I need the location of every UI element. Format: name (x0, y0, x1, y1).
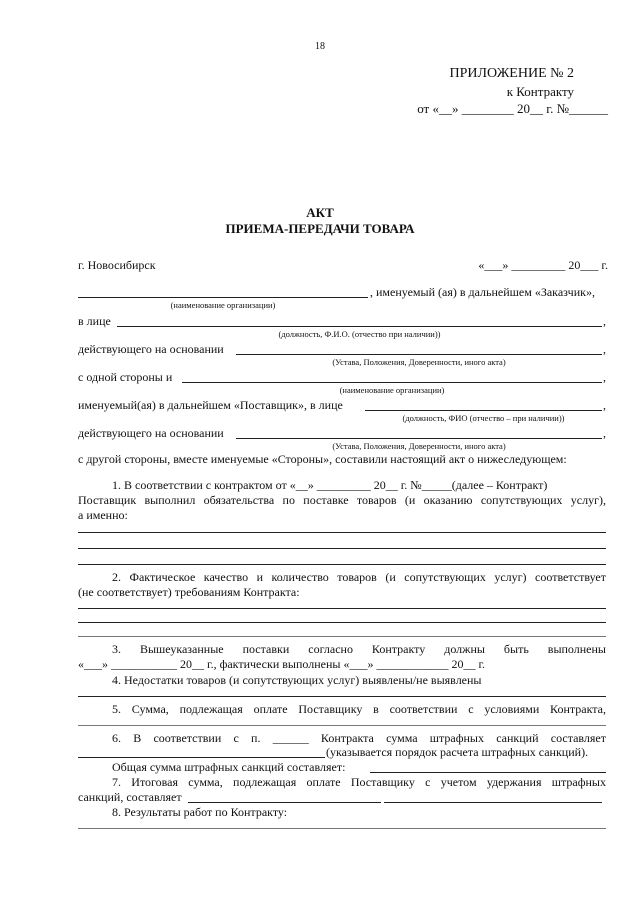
item-3-line-2: «___» ___________ 20__ г., фактически выполнены «___» ____________ 20__ г. (78, 657, 486, 671)
item-1-blank-1 (78, 532, 606, 533)
item-6-line-2: (указывается порядок расчета штрафных санкций). (326, 745, 589, 759)
acting-basis-label-2: действующего на основании (78, 426, 224, 440)
item-1-blank-2 (78, 548, 606, 549)
customer-named-label: , именуемый (ая) в дальнейшем «Заказчик», (370, 285, 595, 299)
supplier-person-line (365, 410, 602, 411)
item-8: 8. Результаты работ по Контракту: (112, 805, 288, 819)
customer-person-line (117, 326, 602, 327)
comma-4: , (603, 398, 606, 412)
hint-charter-1: (Устава, Положения, Доверенности, иного акта) (332, 357, 506, 367)
page-number: 18 (315, 41, 325, 52)
one-side-label: с одной стороны и (78, 370, 173, 384)
item-1-line-1: 1. В соответствии с контрактом от «__» _________ 20__ г. №_____(далее – Контракт) (112, 478, 548, 492)
customer-basis-line (236, 354, 602, 355)
appendix-title: ПРИЛОЖЕНИЕ № 2 (449, 66, 574, 81)
item-3-line-1: 3. Вышеуказанные поставки согласно Контракту должны быть выполнены (112, 642, 606, 656)
comma-3: , (603, 370, 606, 384)
item-5-blank (78, 725, 606, 726)
comma-2: , (603, 342, 606, 356)
city: г. Новосибирск (78, 258, 156, 272)
act-subtitle: ПРИЕМА-ПЕРЕДАЧИ ТОВАРА (225, 221, 415, 236)
hint-charter-2: (Устава, Положения, Доверенности, иного акта) (332, 441, 506, 451)
item-7-sum-line-2 (384, 802, 602, 803)
item-4: 4. Недостатки товаров (и сопутствующих услуг) выявлены/не выявлены (112, 673, 482, 687)
item-8-blank (78, 828, 606, 829)
supplier-basis-line (236, 438, 602, 439)
hint-position-2: (должность, ФИО (отчество – при наличии)) (402, 413, 565, 423)
appendix-to-contract: к Контракту (506, 84, 574, 99)
hint-org-1: (наименование организации) (170, 300, 276, 310)
supplier-named-label: именуемый(ая) в дальнейшем «Поставщик», в лице (78, 398, 343, 412)
in-person-label: в лице (78, 314, 111, 328)
item-7-line-1: 7. Итоговая сумма, подлежащая оплате Поставщику с учетом удержания штрафных (112, 775, 606, 789)
item-4-blank (78, 696, 606, 697)
item-6-line-3: Общая сумма штрафных санкций составляет: (112, 760, 346, 774)
item-2-blank-3 (78, 636, 606, 637)
comma-5: , (603, 426, 606, 440)
item-1-line-2: Поставщик выполнил обязательства по поставке товаров (и оказанию сопутствующих услуг), (78, 493, 606, 507)
hint-org-2: (наименование организации) (339, 385, 445, 395)
item-1-blank-3 (78, 564, 606, 565)
item-6-calc-line (78, 757, 325, 758)
item-5: 5. Сумма, подлежащая оплате Поставщику в соответствии с условиями Контракта, (112, 702, 606, 716)
acting-basis-label-1: действующего на основании (78, 342, 224, 356)
item-7-line-2: санкций, составляет (78, 790, 182, 804)
item-2-blank-1 (78, 608, 606, 609)
item-1-line-3: а именно: (78, 508, 128, 522)
hint-position-1: (должность, Ф.И.О. (отчество при наличии)) (278, 329, 441, 339)
item-7-sum-line-1 (188, 802, 381, 803)
comma-1: , (603, 314, 606, 328)
appendix-date-number: от «__» ________ 20__ г. №______ (417, 101, 608, 116)
item-2-line-2: (не соответствует) требованиям Контракта: (78, 585, 300, 599)
item-6-total-line (370, 772, 606, 773)
item-6-line-1: 6. В соответствии с п. ______ Контракта сумма штрафных санкций составляет (112, 731, 606, 745)
parties-conclusion: с другой стороны, вместе именуемые «Стороны», составили настоящий акт о нижеследующем: (78, 452, 567, 466)
supplier-org-line (182, 382, 602, 383)
item-2-blank-2 (78, 622, 606, 623)
customer-org-line (78, 297, 368, 298)
item-2-line-1: 2. Фактическое качество и количество товаров (и сопутствующих услуг) соответствует (112, 570, 606, 584)
act-date: «___» _________ 20___ г. (478, 258, 608, 272)
act-title: АКТ (306, 205, 334, 220)
